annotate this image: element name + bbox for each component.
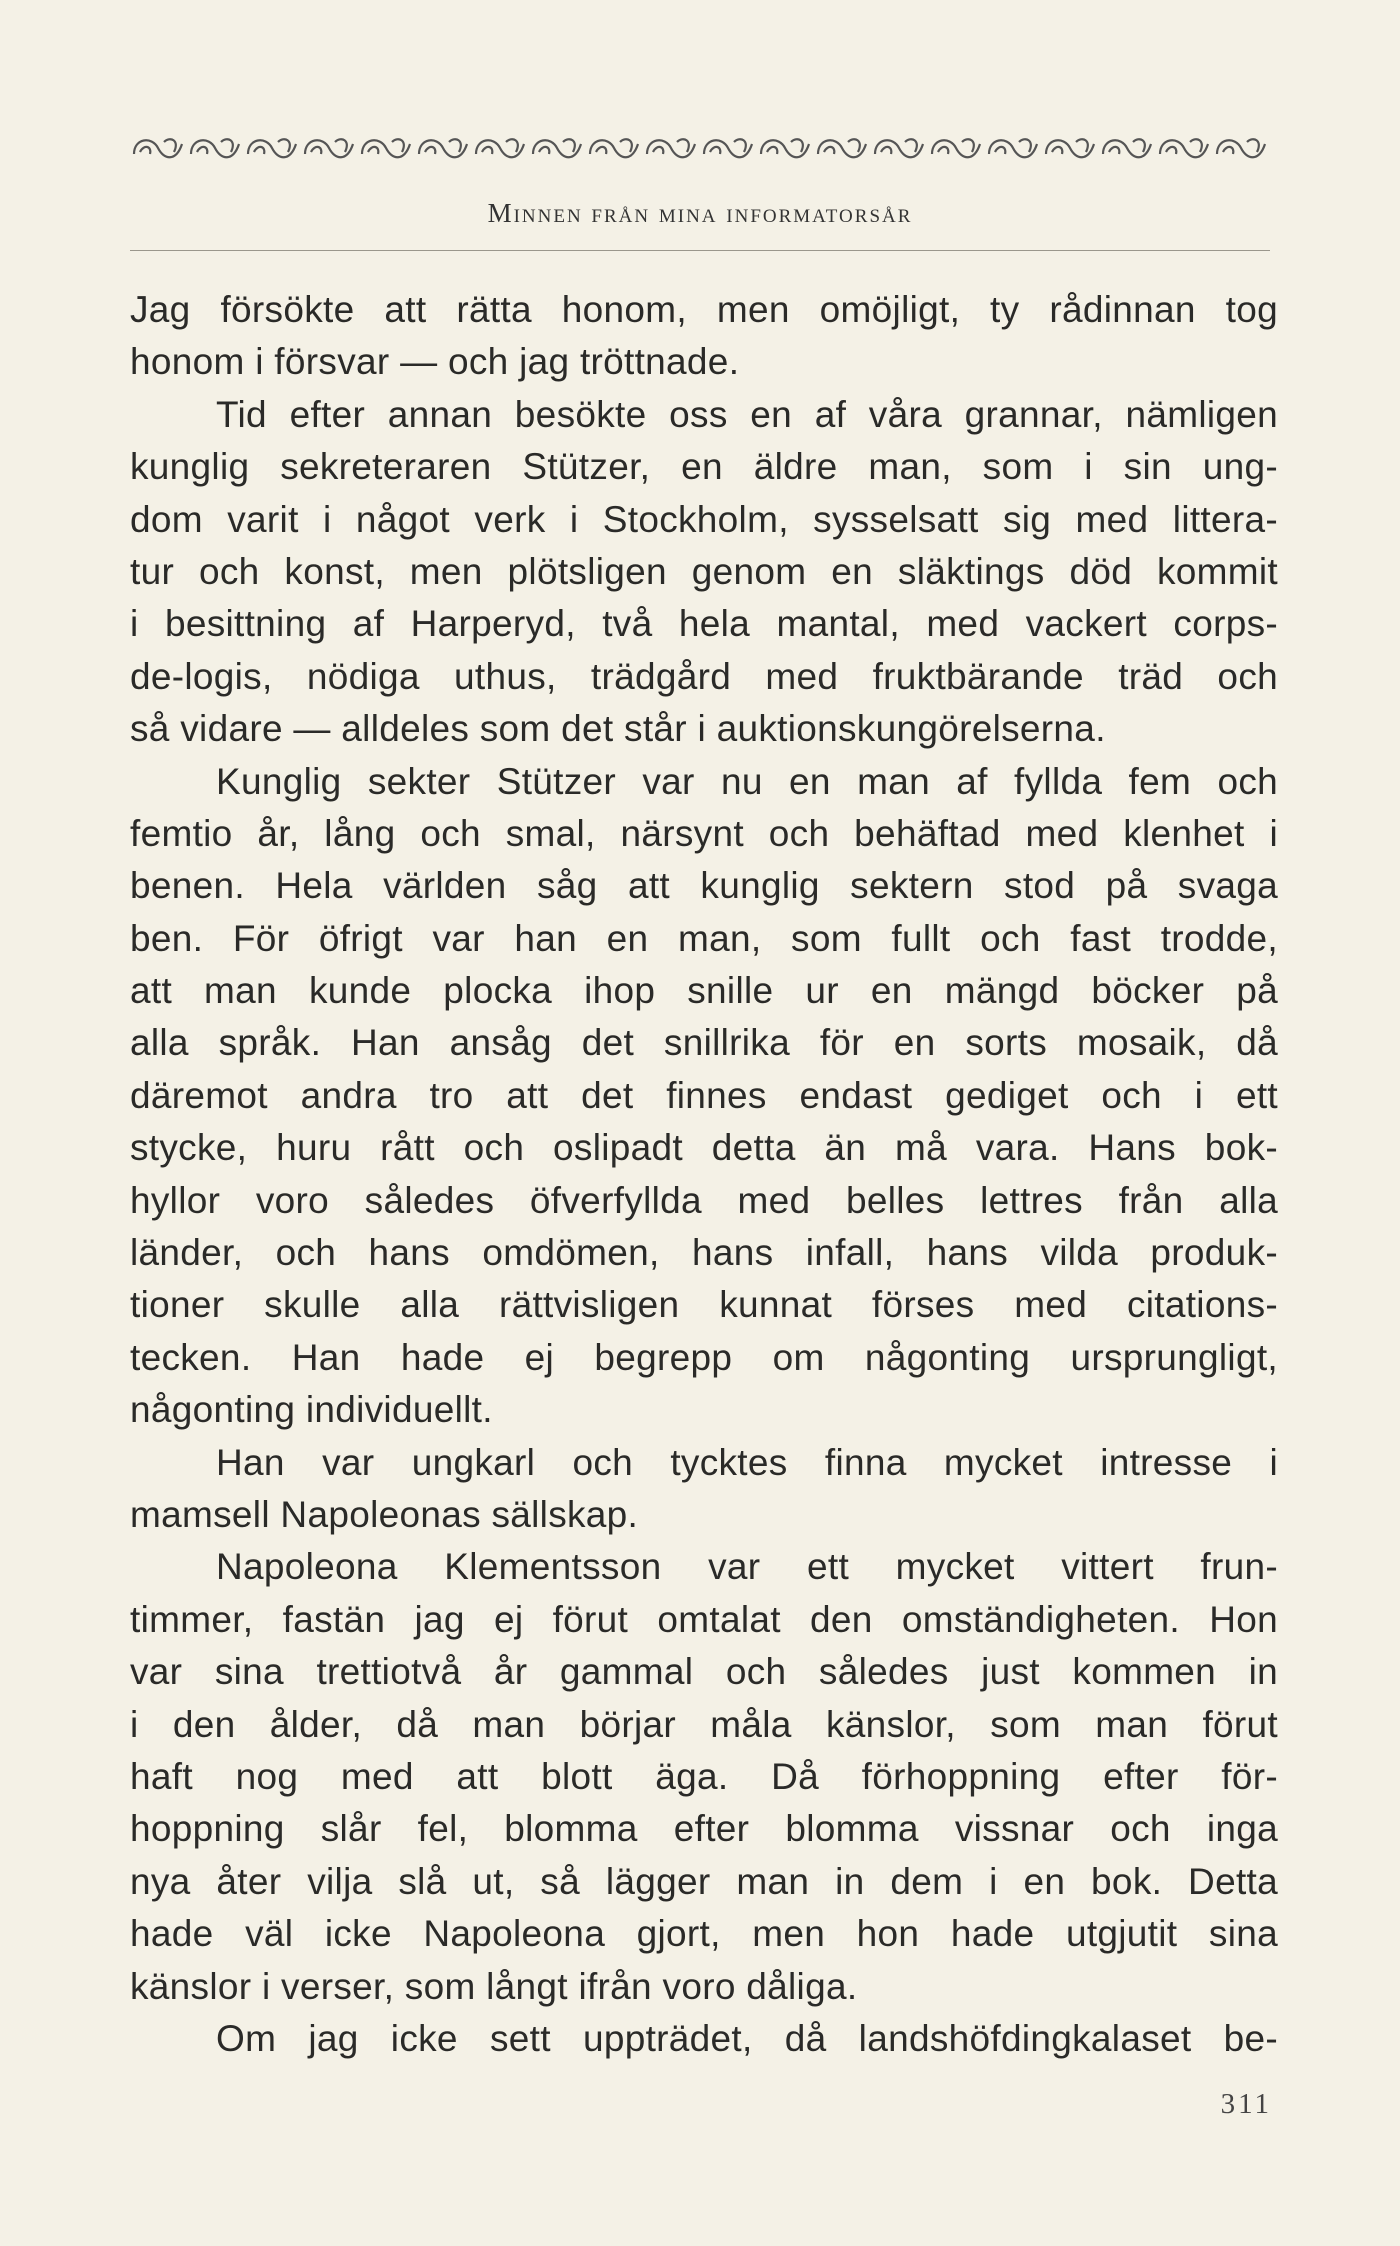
- running-head: Minnen från mina informatorsår: [487, 198, 913, 228]
- ornament-scroll: [305, 139, 353, 157]
- decorative-border-ornament: [130, 128, 1270, 168]
- ornament-scroll: [647, 139, 695, 157]
- ornament-scroll: [761, 139, 809, 157]
- page-number: 311: [1220, 2088, 1272, 2120]
- ornament-scroll: [875, 139, 923, 157]
- text-line: att man kunde plocka ihop snille ur en mängd böcker på: [130, 970, 1278, 1012]
- text-line: hade väl icke Napoleona gjort, men hon hade utgjutit sina: [130, 1913, 1278, 1955]
- text-line: däremot andra tro att det finnes endast gediget och i ett: [130, 1074, 1278, 1116]
- text-line: tecken. Han hade ej begrepp om någonting ursprungligt,: [130, 1336, 1278, 1378]
- ornament-scroll: [989, 139, 1037, 157]
- text-line: timmer, fastän jag ej förut omtalat den omständigheten. Hon: [130, 1598, 1278, 1640]
- text-line: någonting individuellt.: [130, 1389, 493, 1431]
- ornament-scroll: [362, 139, 410, 157]
- text-line: stycke, huru rått och oslipadt detta än må vara. Hans bok-: [130, 1127, 1278, 1169]
- ornament-scroll: [932, 139, 980, 157]
- ornament-scroll: [419, 139, 467, 157]
- text-line: de-logis, nödiga uthus, trädgård med fruktbärande träd och: [130, 655, 1278, 697]
- text-line: tioner skulle alla rättvisligen kunnat förses med citations-: [130, 1284, 1278, 1326]
- text-line: så vidare — alldeles som det står i auktionskungörelserna.: [130, 708, 1106, 750]
- ornament-scroll: [1217, 139, 1265, 157]
- text-line: tur och konst, men plötsligen genom en släktings död kommit: [130, 550, 1278, 592]
- text-line: känslor i verser, som långt ifrån voro dåliga.: [130, 1965, 858, 2007]
- text-line: ben. För öfrigt var han en man, som fullt och fast trodde,: [130, 917, 1278, 959]
- ornament-scroll: [191, 139, 239, 157]
- text-line: länder, och hans omdömen, hans infall, hans vilda produk-: [130, 1232, 1278, 1274]
- ornament-scroll: [818, 139, 866, 157]
- ornament-scroll: [134, 139, 182, 157]
- text-line: i den ålder, då man börjar måla känslor, som man förut: [130, 1703, 1278, 1745]
- ornament-scroll: [1103, 139, 1151, 157]
- text-line: Kunglig sekter Stützer var nu en man af fyllda fem och: [216, 760, 1278, 802]
- text-line: Jag försökte att rätta honom, men omöjligt, ty rådinnan tog: [130, 289, 1278, 330]
- text-line: nya åter vilja slå ut, så lägger man in dem i en bok. Detta: [130, 1860, 1278, 1902]
- ornament-scroll: [476, 139, 524, 157]
- text-line: Napoleona Klementsson var ett mycket vittert frun-: [216, 1546, 1278, 1588]
- text-line: honom i försvar — och jag tröttnade.: [130, 341, 740, 383]
- body-text: [130, 284, 1278, 2065]
- ornament-scroll: [533, 139, 581, 157]
- text-line: alla språk. Han ansåg det snillrika för en sorts mosaik, då: [130, 1022, 1278, 1064]
- ornament-scroll: [704, 139, 752, 157]
- text-line: kunglig sekreteraren Stützer, en äldre man, som i sin ung-: [130, 446, 1278, 488]
- text-line: hoppning slår fel, blomma efter blomma vissnar och inga: [130, 1808, 1278, 1850]
- text-line: femtio år, lång och smal, närsynt och behäftad med klenhet i: [130, 812, 1278, 854]
- text-line: Om jag icke sett uppträdet, då landshöfdingkalaset be-: [216, 2017, 1278, 2059]
- text-line: var sina trettiotvå år gammal och således just kommen in: [130, 1651, 1278, 1693]
- ornament-scroll: [1046, 139, 1094, 157]
- text-line: mamsell Napoleonas sällskap.: [130, 1493, 639, 1535]
- text-line: hyllor voro således öfverfyllda med belles lettres från alla: [130, 1179, 1278, 1221]
- ornament-scroll: [1160, 139, 1208, 157]
- ornament-scroll: [590, 139, 638, 157]
- text-line: benen. Hela världen såg att kunglig sektern stod på svaga: [130, 865, 1278, 907]
- text-line: Tid efter annan besökte oss en af våra grannar, nämligen: [216, 393, 1278, 435]
- text-line: Han var ungkarl och tycktes finna mycket intresse i: [216, 1441, 1278, 1483]
- text-line: dom varit i något verk i Stockholm, sysselsatt sig med littera-: [130, 498, 1278, 540]
- header-rule: [130, 250, 1270, 251]
- text-line: i besittning af Harperyd, två hela mantal, med vackert corps-: [130, 603, 1278, 645]
- ornament-scroll: [248, 139, 296, 157]
- text-line: haft nog med att blott äga. Då förhoppning efter för-: [130, 1755, 1278, 1797]
